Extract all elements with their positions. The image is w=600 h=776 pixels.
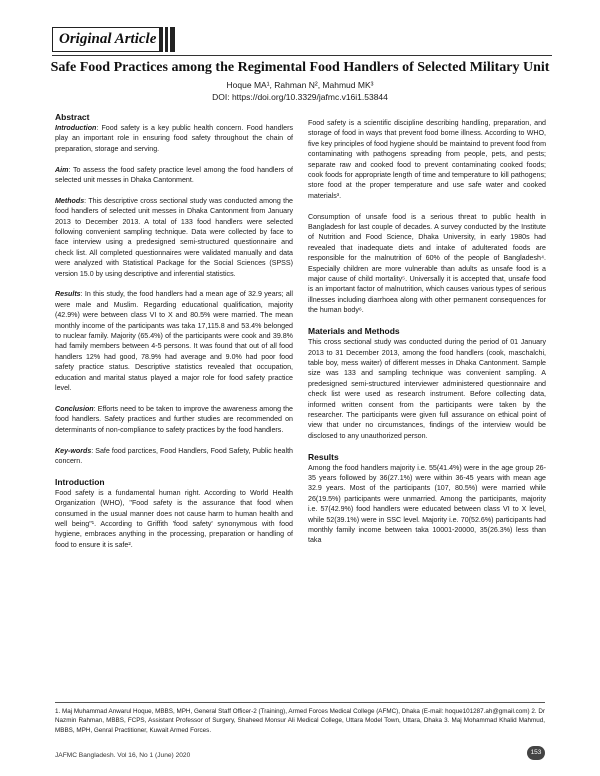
abstract-results: Results: In this study, the food handlers had a mean age of 32.9 years; all were male and Muslim. Regarding educational qualification, majority (42.9%) were between class VI to X and 80.5% were married. The mean monthly income of the participants was taka 17,115.8 and 53.4% belonged to nuclear family. Majority (65.4%) of the participants were cook and 39.8% had family members between 4-5 persons. It was found that out of all food handlers 12% had good, 78.9% had average and 9.0% had poor food safety practice status. Descriptive statistics revealed that occupation, education and marital status played a major role for food safety practice level.: [55, 290, 293, 393]
footnote-rule: [55, 702, 545, 703]
author-line: Hoque MA¹, Rahman N², Mahmud MK³: [226, 80, 374, 90]
section-tag-decoration: [160, 27, 177, 52]
author-footnotes: 1. Maj Muhammad Anwarul Hoque, MBBS, MPH, General Staff Officer-2 (Training), Armed Forces Medical College (AFMC), Dhaka (E-mail: hoque101287.ah@gmail.com) 2. Dr Nazmin Rahman, MBBS, FCPS, Assistant Professor of Surgery, Shaheed Monsur Ali Medical College, Uttara Model Town, Uttara, Dhaka 3. Maj Mohammad Khalid Mahmud, MBBS, MPH, Genral Practitioner, Kuwait Armed Forces.: [55, 708, 545, 734]
abstract-methods: Methods: This descriptive cross sectional study was conducted among the food handlers of selected unit messes in Dhaka Cantonment from January 2013 to December 2013. A total of 133 food handlers were selected following convenient sampling technique. Data were collected by face to face interview using a predesigned semi-structured questionnaire and check list. All completed questionnaires were validated manually and data were analyzed with Statistical Package for the Social Sciences (SPSS) version 15.0 by using descriptive and inferential statistics.: [55, 196, 293, 278]
introduction-paragraph-1: Food safety is a fundamental human right. According to World Health Organization (WHO), "Food safety is the assurance that food when consumed in the usual manner does not cause harm to human health and well being"¹. According to Griffith 'food safety' synonymous with food hygiene, embraces anything in the processing, preparation or handling of food to ensure it is safe².: [55, 488, 293, 549]
page-number-badge: 153: [527, 746, 545, 760]
section-tag-label: Original Article: [59, 31, 157, 47]
introduction-heading: Introduction: [55, 476, 105, 487]
right-column: [308, 118, 546, 546]
introduction-paragraph-2: Food safety is a scientific discipline describing handling, preparation, and storage of food in ways that prevent food borne illness. According to WHO, five key principles of food hygiene should be maintaind to prevent food from contaminating with pathogens spreading from people, pets, and pests; separate raw and cooked food to prevent contaminating cooked foods; cook foods for appropriate length of time and temperature to kill pathogens; store food at the proper temperature and use safe water and cooked materials³.: [308, 119, 546, 200]
abstract-heading: Abstract: [55, 112, 90, 122]
section-tag-box: [52, 27, 160, 52]
abstract-aim: Aim: To assess the food safety practice level among the food handlers of selected unit messes in Dhaka Cantonment.: [55, 165, 293, 185]
article-title: Safe Food Practices among the Regimental Food Handlers of Selected Military Unit: [50, 60, 550, 75]
abstract-keywords: Key-words: Safe food parctices, Food Handlers, Food Safety, Public health concern.: [55, 446, 293, 465]
materials-methods-paragraph: This cross sectional study was conducted during the period of 01 January 2013 to 31 December 2013, among the food handlers (cook, maschalchi, table boy, mess waiter) of different messes in Dhaka Cantonment. Sample size was 133 and sampling technique was convenient sampling. A predesigned semi-structured interviewer administered questionnaire and check list were used as research instrument. Before collecting data, informed written consent from the participants were taken by the researcher. The participants were given full assurance on ethical point of view that under no circumstances, findings of the interview would be disclosed to any unauthorized person.: [308, 338, 546, 440]
abstract-introduction: Introduction: Food safety is a key public health concern. Food handlers play an important role in ensuring food safety throughout the chain of preparation, storage and serving.: [55, 124, 293, 153]
journal-footer: JAFMC Bangladesh. Vol 16, No 1 (June) 2020: [55, 752, 191, 759]
results-paragraph: Among the food handlers majority i.e. 55(41.4%) were in the age group 26-35 years followed by 36(27.1%) were within 36-45 years with mean age 32.9 years. Most of the participants (107, 80.5%) were married while 26(19.5%) participants were unmarried. Among the participants, majority i.e. 57(42.9%) food handlers were educated between class VI to X level, while 52(39.1%) were in SSC level. Majority i.e. 70(52.6%) participants had monthly family income between taka 10001-20000, 35(26.3%) less than taka: [308, 463, 546, 545]
header-rule: [52, 55, 552, 56]
materials-methods-heading: Materials and Methods: [308, 326, 400, 337]
introduction-paragraph-3: Consumption of unsafe food is a serious threat to public health in Bangladesh for last couple of decades. A survey conducted by the Institute of Nutrition and Food Science, Dhaka University, in early 1980s had revealed that inadequate diets and intake of adulterated foods are responsible for the malnutrition of 60% of the people of Bangladesh⁴. Especially children are more vulnerable than adults as unsafe food is a major cause of child mortality⁵. Universally it is accepted that, unsafe food is an important factor of malnutrition, which causes various types of serious illnesses including diarrhoea along with other permanent consequences for the human body⁶.: [308, 212, 546, 315]
doi-link[interactable]: DOI: https://doi.org/10.3329/jafmc.v16i1.53844: [212, 92, 388, 102]
results-heading: Results: [308, 451, 339, 462]
left-column: [55, 112, 293, 550]
abstract-conclusion: Conclusion: Efforts need to be taken to improve the awareness among the food handlers. Safety practices and further studies are recommended on determinants of non-compliance to safety practices by the food handlers.: [55, 404, 293, 434]
